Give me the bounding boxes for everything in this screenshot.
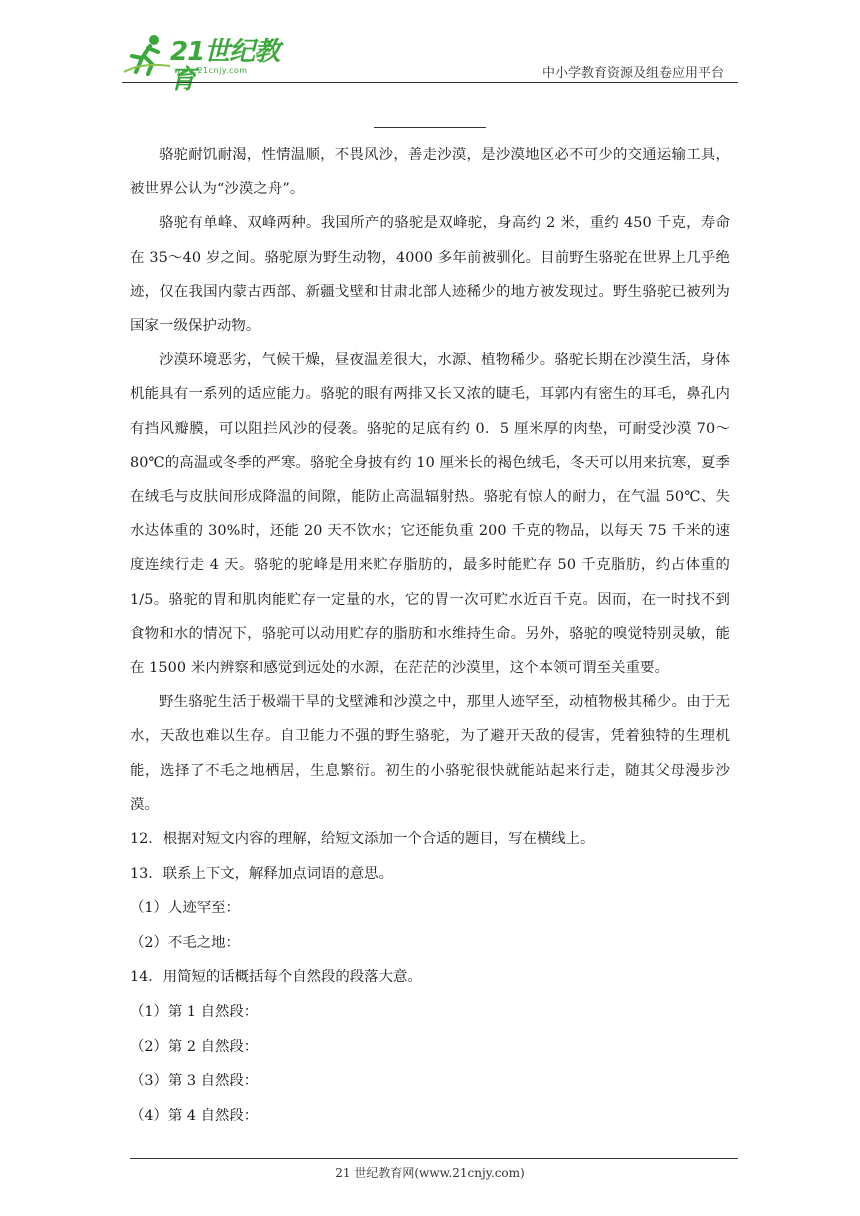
question-14: 14．用简短的话概括每个自然段的段落大意。 — [130, 969, 422, 986]
passage-paragraph-2: 骆驼有单峰、双峰两种。我国所产的骆驼是双峰驼，身高约 2 米，重约 450 千克，寿命在 35～40 岁之间。骆驼原为野生动物，4000 多年前被驯化。目前野生骆驼在世界上几乎绝迹，仅在我国内蒙古西部、新疆戈壁和甘肃北部人迹稀少的地方被发现过。野生骆驼已被列为国家一级保护动物。 — [130, 215, 730, 335]
question-14-item-3: （3）第 3 自然段： — [130, 1073, 259, 1090]
question-14-item-2: （2）第 2 自然段： — [130, 1038, 259, 1055]
passage-content — [130, 138, 730, 1133]
title-answer-line — [374, 127, 486, 128]
page-footer: 21 世纪教育网(www.21cnjy.com) — [335, 1166, 525, 1180]
logo-url: www.21cnjy.com — [174, 66, 248, 75]
question-14-item-1: （1）第 1 自然段： — [130, 1004, 259, 1021]
footer-divider — [130, 1158, 738, 1159]
logo-title: 21世纪教育 — [170, 37, 280, 95]
question-13-item-2: （2）不毛之地： — [130, 934, 240, 951]
passage-paragraph-4: 野生骆驼生活于极端干旱的戈壁滩和沙漠之中，那里人迹罕至，动植物极其稀少。由于无水，天敌也难以生存。自卫能力不强的野生骆驼，为了避开天敌的侵害，凭着独特的生理机能，选择了不毛之地栖居，生息繁衍。初生的小骆驼很快就能站起来行走，随其父母漫步沙漠。 — [130, 694, 730, 813]
site-logo — [122, 32, 292, 95]
passage-paragraph-1: 骆驼耐饥耐渴，性情温顺，不畏风沙，善走沙漠，是沙漠地区必不可少的交通运输工具，被世界公认为“沙漠之舟”。 — [130, 147, 730, 198]
platform-name: 中小学教育资源及组卷应用平台 — [541, 66, 724, 81]
question-13: 13．联系上下文，解释加点词语的意思。 — [130, 865, 393, 882]
runner-icon — [122, 32, 172, 78]
header-divider — [122, 82, 738, 83]
question-12: 12．根据对短文内容的理解，给短文添加一个合适的题目，写在横线上。 — [130, 831, 595, 848]
page-header — [0, 0, 860, 95]
question-14-item-4: （4）第 4 自然段： — [130, 1107, 259, 1124]
passage-paragraph-3: 沙漠环境恶劣，气候干燥，昼夜温差很大，水源、植物稀少。骆驼长期在沙漠生活，身体机能具有一系列的适应能力。骆驼的眼有两排又长又浓的睫毛，耳郭内有密生的耳毛，鼻孔内有挡风瓣膜，可以阻拦风沙的侵袭。骆驼的足底有约 0．5 厘米厚的肉垫，可耐受沙漠 70～80℃的高温或冬季的严寒。骆驼全身披有约 10 厘米长的褐色绒毛，冬天可以用来抗寒，夏季在绒毛与皮肤间形成降温的间隙，能防止高温辐射热。骆驼有惊人的耐力，在气温 50℃、失水达体重的 30%时，还能 20 天不饮水；它还能负重 200 千克的物品，以每天 75 千米的速度连续行走 4 天。骆驼的驼峰是用来贮存脂肪的，最多时能贮存 50 千克脂肪，约占体重的 1/5。骆驼的胃和肌肉能贮存一定量的水，它的胃一次可贮水近百千克。因而，在一时找不到食物和水的情况下，骆驼可以动用贮存的脂肪和水维持生命。另外，骆驼的嗅觉特别灵敏，能在 1500 米内辨察和感觉到远处的水源，在茫茫的沙漠里，这个本领可谓至关重要。 — [130, 352, 730, 677]
question-13-item-1: （1）人迹罕至： — [130, 900, 240, 917]
